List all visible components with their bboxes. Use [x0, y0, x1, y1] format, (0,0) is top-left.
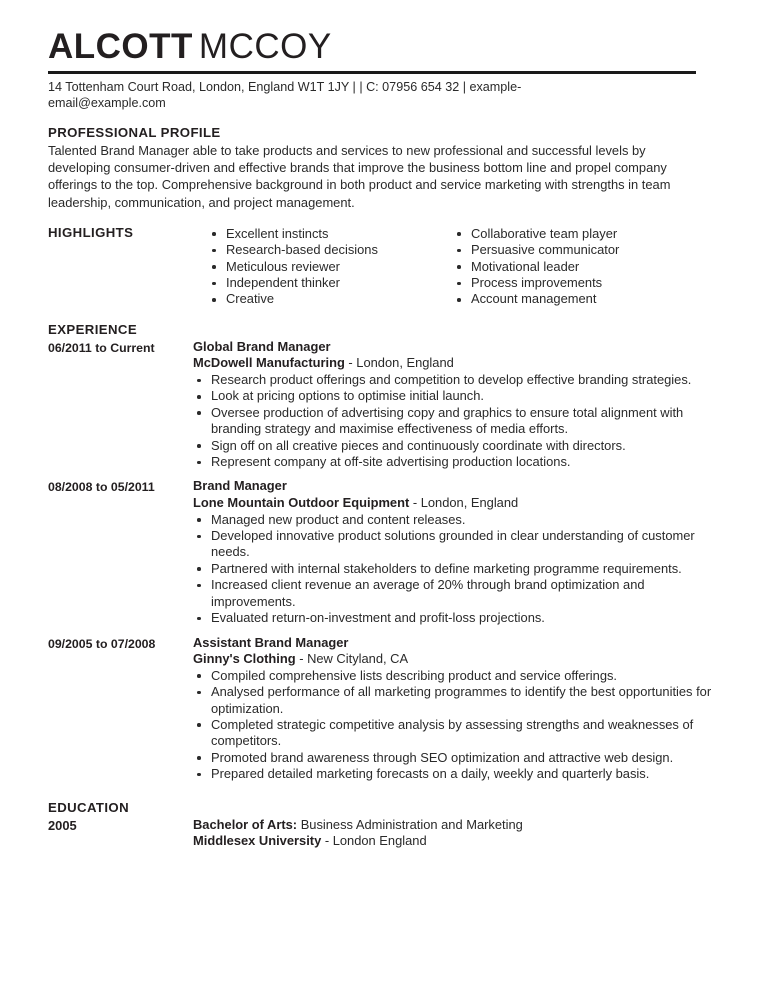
education-heading: EDUCATION [48, 799, 130, 815]
experience-job-title: Assistant Brand Manager [193, 634, 349, 650]
education-year: 2005 [48, 817, 77, 833]
experience-company-line [193, 355, 718, 372]
contact-line: 14 Tottenham Court Road, London, England W1T 1JY | | C: 07956 654 32 | example-email@example.com [48, 80, 522, 110]
highlights-indent-spacer [48, 226, 208, 308]
education-school-name: Middlesex University [193, 833, 322, 849]
experience-entry [48, 339, 718, 471]
list-item: Process improvements [453, 275, 698, 291]
first-name: ALCOTT [48, 27, 193, 66]
highlights-list-right [453, 226, 698, 308]
list-item: Collaborative team player [453, 226, 698, 242]
highlights-column-left [208, 226, 453, 308]
list-item: Analysed performance of all marketing programmes to identify the best opportunities for optimization. [193, 684, 718, 717]
experience-company-name: Ginny's Clothing [193, 651, 296, 667]
experience-bullet-list [193, 372, 718, 470]
list-item: Oversee production of advertising copy and graphics to ensure total alignment with branding strategy and maximise effectiveness of media efforts. [193, 405, 718, 438]
experience-dates: 06/2011 to Current [48, 340, 155, 355]
experience-job-title: Brand Manager [193, 478, 287, 494]
professional-profile-text: Talented Brand Manager able to take products and services to new professional and successful levels by developing consumer-driven and effective brands that improve the business bottom line and propel company offerings to the top. Comprehensive background in both product and service marketing with strengths in team leadership, communication, and project management. [48, 143, 671, 210]
list-item: Motivational leader [453, 259, 698, 275]
candidate-name [48, 26, 718, 68]
experience-dates: 08/2008 to 05/2011 [48, 480, 155, 495]
highlights-heading: HIGHLIGHTS [48, 224, 134, 240]
header-divider [48, 71, 696, 74]
list-item: Research product offerings and competition to develop effective branding strategies. [193, 372, 718, 388]
list-item: Represent company at off-site advertising production locations. [193, 454, 718, 470]
highlights-column-right [453, 226, 698, 308]
experience-entry [48, 635, 718, 783]
experience-entry [48, 478, 718, 626]
education-school-line [193, 833, 718, 850]
experience-company-line [193, 651, 718, 668]
list-item: Look at pricing options to optimise initial launch. [193, 388, 718, 404]
experience-section [48, 321, 718, 783]
list-item: Sign off on all creative pieces and continuously coordinate with directors. [193, 438, 718, 454]
list-item: Compiled comprehensive lists describing product and service offerings. [193, 668, 718, 684]
experience-job-title: Global Brand Manager [193, 338, 331, 354]
experience-dates: 09/2005 to 07/2008 [48, 636, 156, 651]
last-name: MCCOY [198, 27, 332, 66]
highlights-section [48, 224, 718, 308]
education-school-location: - London England [321, 833, 427, 849]
experience-bullet-list [193, 512, 718, 627]
list-item: Prepared detailed marketing forecasts on a daily, weekly and quarterly basis. [193, 766, 718, 782]
experience-company-line [193, 495, 718, 512]
list-item: Developed innovative product solutions grounded in clear understanding of customer needs. [193, 528, 718, 561]
list-item: Creative [208, 291, 453, 307]
list-item: Account management [453, 291, 698, 307]
list-item: Independent thinker [208, 275, 453, 291]
experience-company-name: McDowell Manufacturing [193, 355, 345, 371]
list-item: Increased client revenue an average of 20% through brand optimization and improvements. [193, 577, 718, 610]
education-entry [48, 817, 718, 850]
education-section [48, 799, 718, 850]
list-item: Managed new product and content releases. [193, 512, 718, 528]
list-item: Completed strategic competitive analysis by assessing strengths and weaknesses of competitors. [193, 717, 718, 750]
education-degree-field: Business Administration and Marketing [297, 816, 523, 832]
list-item: Excellent instincts [208, 226, 453, 242]
education-degree-label: Bachelor of Arts: [193, 816, 298, 832]
professional-profile-section [48, 124, 718, 211]
education-degree-line [193, 817, 718, 834]
list-item: Promoted brand awareness through SEO optimization and attractive web design. [193, 750, 718, 766]
experience-heading: EXPERIENCE [48, 321, 138, 337]
experience-company-location: - New Cityland, CA [295, 651, 409, 667]
experience-bullet-list [193, 668, 718, 783]
list-item: Persuasive communicator [453, 242, 698, 258]
list-item: Research-based decisions [208, 242, 453, 258]
experience-company-name: Lone Mountain Outdoor Equipment [193, 495, 410, 511]
experience-company-location: - London, England [409, 495, 519, 511]
experience-company-location: - London, England [344, 355, 454, 371]
list-item: Evaluated return-on-investment and profit-loss projections. [193, 610, 718, 626]
list-item: Meticulous reviewer [208, 259, 453, 275]
list-item: Partnered with internal stakeholders to define marketing programme requirements. [193, 561, 718, 577]
highlights-list-left [208, 226, 453, 308]
professional-profile-heading: PROFESSIONAL PROFILE [48, 125, 221, 140]
